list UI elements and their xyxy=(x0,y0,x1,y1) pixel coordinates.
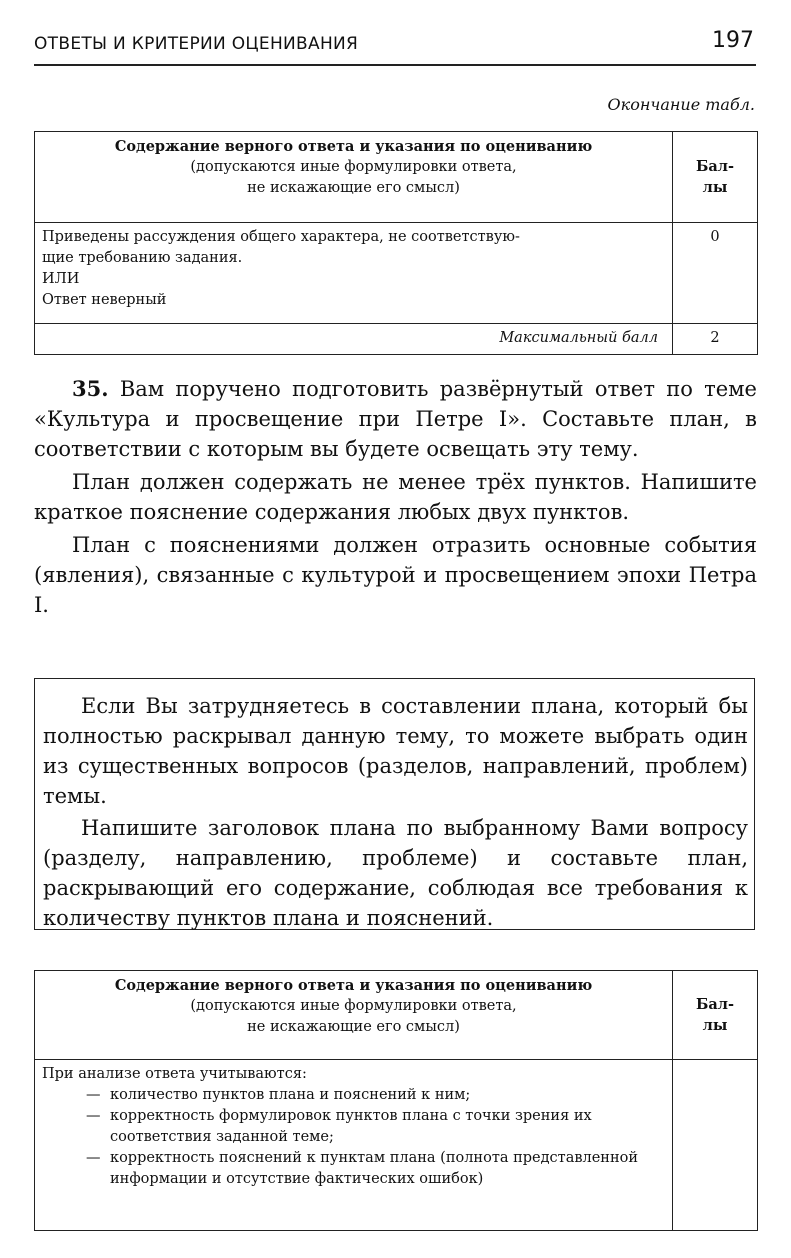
criteria-intro: При анализе ответа учитываются: xyxy=(42,1066,307,1082)
list-dash: — xyxy=(86,1150,101,1166)
points-header-cell xyxy=(673,971,758,1060)
scoring-table-continued xyxy=(34,131,758,355)
task-paragraph: План должен содержать не менее трёх пунктов. Напишите краткое пояснение содержания любых двух пунктов. xyxy=(34,470,757,524)
criteria-line: щие требованию задания. xyxy=(42,250,243,266)
criteria-cell xyxy=(35,223,673,324)
list-item xyxy=(42,1148,664,1190)
criteria-header-title: Содержание верного ответа и указания по оцениванию xyxy=(114,138,593,155)
max-score-row xyxy=(35,324,758,355)
task-paragraph xyxy=(34,374,757,464)
points-header-cell xyxy=(673,132,758,223)
list-item xyxy=(42,1106,664,1148)
max-score-value: 2 xyxy=(673,324,758,355)
points-cell: 0 xyxy=(673,223,758,324)
list-item-text: количество пунктов плана и пояснений к ним; xyxy=(110,1087,471,1103)
points-header-line1: Бал- xyxy=(695,996,735,1013)
criteria-list xyxy=(42,1085,664,1190)
scoring-table-task-35 xyxy=(34,970,758,1231)
hint-paragraph: Если Вы затрудняетесь в составлении плана, который бы полностью раскрывал данную тему, то можете выбрать один из существенных вопросов (разделов, направлений, проблем) темы. xyxy=(43,694,748,808)
criteria-line: Приведены рассуждения общего характера, не соответствую- xyxy=(42,229,520,245)
table-header-row xyxy=(35,971,758,1060)
table-continuation-caption: Окончание табл. xyxy=(607,95,755,114)
points-header-line1: Бал- xyxy=(695,158,735,175)
points-header-line2: лы xyxy=(702,1017,728,1034)
task-35 xyxy=(34,374,757,623)
task-paragraph: План с пояснениями должен отразить основные события (явления), связанные с культурой и просвещением эпохи Петра I. xyxy=(34,533,757,617)
task-number: 35. xyxy=(72,376,109,401)
criteria-header-cell xyxy=(35,132,673,223)
table-row xyxy=(35,1060,758,1231)
list-dash: — xyxy=(86,1087,101,1103)
list-item xyxy=(42,1085,664,1106)
hint-box xyxy=(34,678,755,930)
page-number: 197 xyxy=(712,28,754,53)
criteria-header-note-line1: (допускаются иные формулировки ответа, xyxy=(190,998,517,1014)
criteria-header-note-line2: не искажающие его смысл) xyxy=(247,1019,460,1035)
list-item-text: корректность формулировок пунктов плана с точки зрения их соответствия заданной теме; xyxy=(110,1108,592,1145)
criteria-line: Ответ неверный xyxy=(42,292,167,308)
running-head-title: ОТВЕТЫ И КРИТЕРИИ ОЦЕНИВАНИЯ xyxy=(34,34,359,54)
task-paragraph-text: Вам поручено подготовить развёрнутый ответ по теме «Культура и просвещение при Петре I». Составьте план, в соответствии с которым вы будете освещать эту тему. xyxy=(34,377,757,461)
points-cell xyxy=(673,1060,758,1231)
criteria-cell xyxy=(35,1060,673,1231)
criteria-header-note-line1: (допускаются иные формулировки ответа, xyxy=(190,159,517,175)
max-score-label: Максимальный балл xyxy=(35,324,673,355)
points-header-line2: лы xyxy=(702,179,728,196)
list-dash: — xyxy=(86,1108,101,1124)
criteria-line: ИЛИ xyxy=(42,271,80,287)
table-row xyxy=(35,223,758,324)
hint-paragraph: Напишите заголовок плана по выбранному Вами вопросу (разделу, направлению, проблеме) и составьте план, раскрывающий его содержание, соблюдая все требования к количеству пунктов плана и пояснений. xyxy=(43,816,748,930)
criteria-header-note-line2: не искажающие его смысл) xyxy=(247,180,460,196)
table-header-row xyxy=(35,132,758,223)
list-item-text: корректность пояснений к пунктам плана (полнота представленной информации и отсутствие фактических ошибок) xyxy=(110,1150,639,1187)
criteria-header-title: Содержание верного ответа и указания по оцениванию xyxy=(114,977,593,994)
criteria-header-cell xyxy=(35,971,673,1060)
running-head xyxy=(34,28,756,66)
